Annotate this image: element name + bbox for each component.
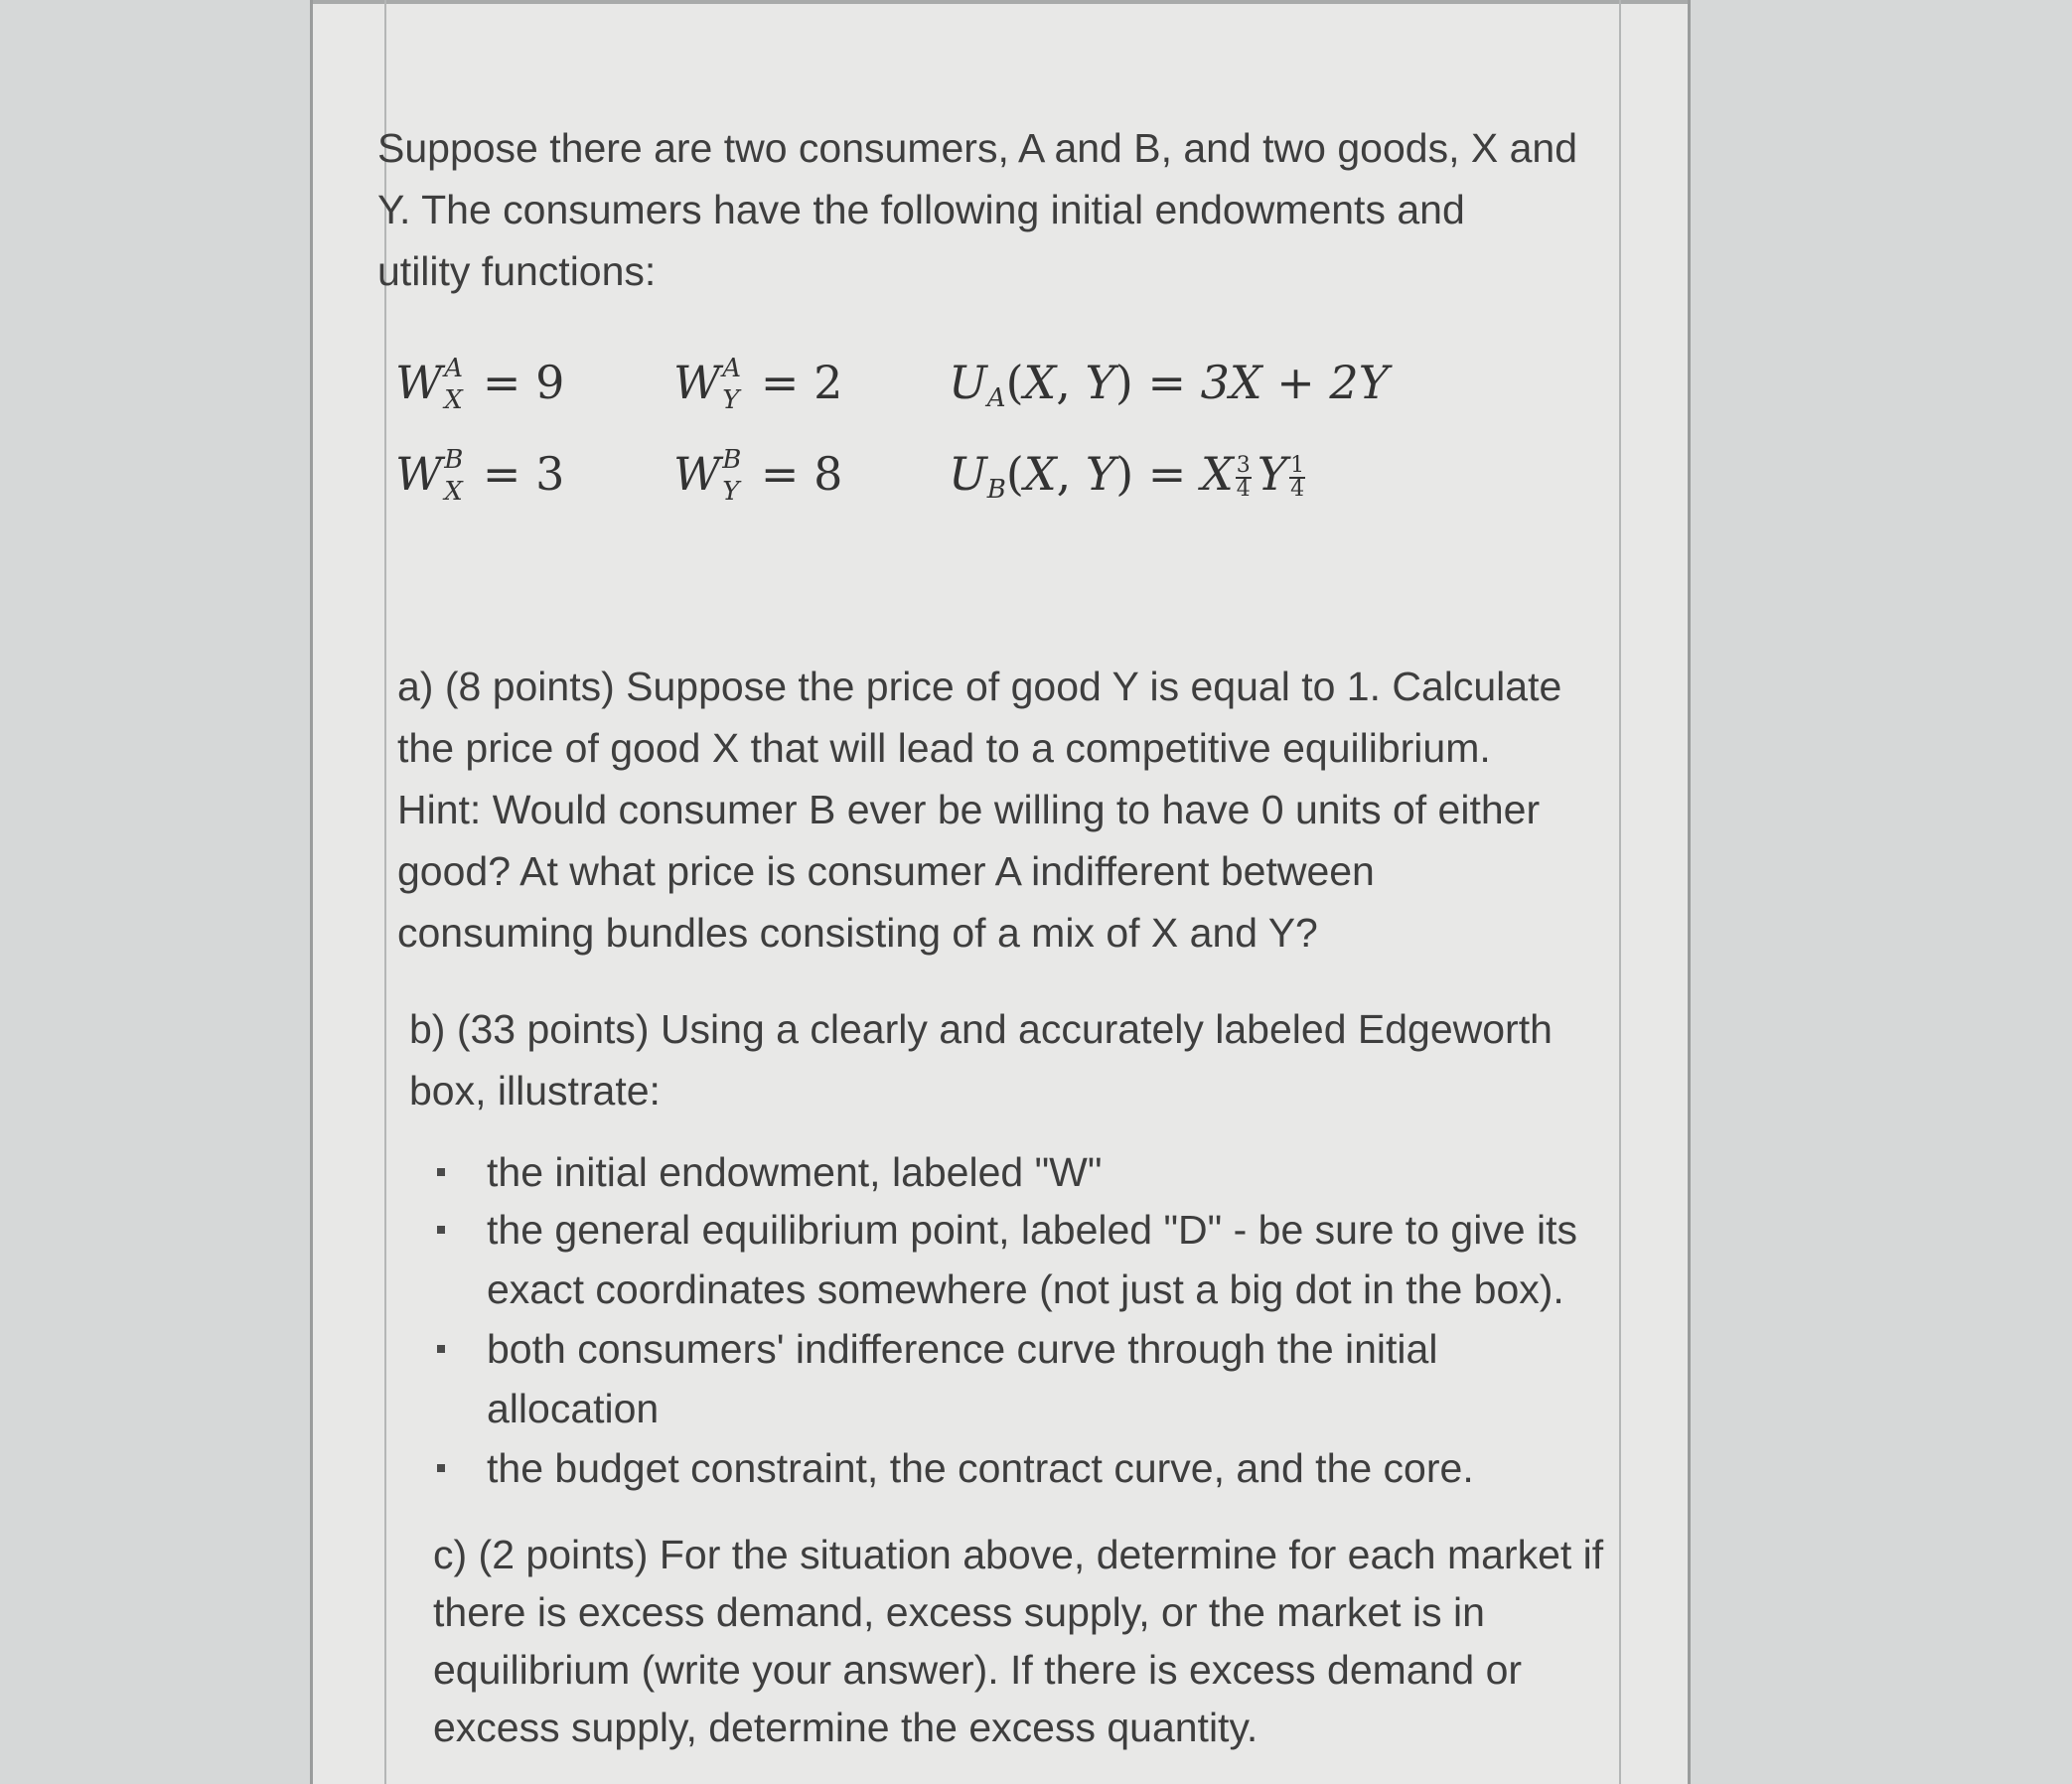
bullet-line: the general equilibrium point, labeled "D" - be sure to give its bbox=[487, 1207, 1577, 1253]
equation-ub: UB(X, Y) = X $\frac{3}{4}$ Y $\frac{1}{4}$ bbox=[949, 447, 1305, 505]
part-b-line: b) (33 points) Using a clearly and accurately labeled Edgeworth bbox=[409, 1006, 1553, 1052]
ua-rhs: 3X + 2Y bbox=[1200, 356, 1390, 409]
equation-wya: W A Y = 2 bbox=[673, 354, 843, 415]
bullet-line: both consumers' indifference curve through the initial bbox=[487, 1326, 1438, 1372]
bullet-line: allocation bbox=[487, 1386, 660, 1431]
part-b-line: box, illustrate: bbox=[409, 1068, 661, 1114]
exp-y-den: 4 bbox=[1290, 477, 1305, 502]
intro-line: utility functions: bbox=[377, 248, 657, 294]
wyb-value: 8 bbox=[814, 447, 843, 501]
intro-line: Suppose there are two consumers, A and B, and two goods, X and bbox=[377, 125, 1577, 171]
equation-ua: UA(X, Y) = 3X + 2Y bbox=[949, 356, 1390, 413]
exp-x-fraction bbox=[1236, 455, 1252, 501]
equation-wyb: W B Y = 8 bbox=[673, 445, 843, 507]
exp-x-num: 3 bbox=[1236, 453, 1251, 478]
exp-x-den: 4 bbox=[1236, 477, 1251, 502]
wxa-value: 9 bbox=[535, 356, 565, 409]
bullet-line: the budget constraint, the contract curve, and the core. bbox=[487, 1445, 1474, 1491]
bullet-line: exact coordinates somewhere (not just a big dot in the box). bbox=[487, 1266, 1564, 1312]
part-c-line: c) (2 points) For the situation above, determine for each market if bbox=[433, 1532, 1604, 1577]
part-b-bullets bbox=[437, 1142, 1579, 1498]
list-item bbox=[437, 1319, 1579, 1438]
part-a-line: the price of good X that will lead to a competitive equilibrium. bbox=[397, 725, 1491, 771]
part-a bbox=[397, 656, 1639, 964]
intro-paragraph bbox=[377, 117, 1659, 302]
part-c-line: excess supply, determine the excess quantity. bbox=[433, 1705, 1258, 1750]
bullet-line: the initial endowment, labeled "W" bbox=[487, 1149, 1103, 1195]
equation-wxb: W B X = 3 bbox=[395, 445, 565, 507]
list-item bbox=[437, 1438, 1579, 1498]
part-c-line: equilibrium (write your answer). If there is excess demand or bbox=[433, 1647, 1523, 1693]
part-a-line: a) (8 points) Suppose the price of good Y is equal to 1. Calculate bbox=[397, 664, 1562, 709]
bullet-icon bbox=[437, 1168, 445, 1176]
list-item bbox=[437, 1200, 1579, 1319]
wya-value: 2 bbox=[814, 356, 843, 409]
equation-wxa: W A X = 9 bbox=[395, 354, 565, 415]
intro-line: Y. The consumers have the following initial endowments and bbox=[377, 187, 1465, 232]
part-c-line: there is excess demand, excess supply, or the market is in bbox=[433, 1589, 1485, 1635]
wxb-value: 3 bbox=[535, 447, 565, 501]
list-item bbox=[437, 1142, 1579, 1202]
part-c bbox=[433, 1526, 1655, 1756]
exp-y-num: 1 bbox=[1290, 453, 1305, 478]
bullet-icon bbox=[437, 1464, 445, 1472]
part-a-line: Hint: Would consumer B ever be willing to have 0 units of either bbox=[397, 787, 1541, 832]
bullet-icon bbox=[437, 1226, 445, 1234]
bullet-icon bbox=[437, 1345, 445, 1353]
part-a-line: consuming bundles consisting of a mix of X and Y? bbox=[397, 910, 1318, 956]
part-a-line: good? At what price is consumer A indifferent between bbox=[397, 848, 1375, 894]
exp-y-fraction bbox=[1289, 455, 1305, 501]
part-b bbox=[409, 998, 1651, 1121]
